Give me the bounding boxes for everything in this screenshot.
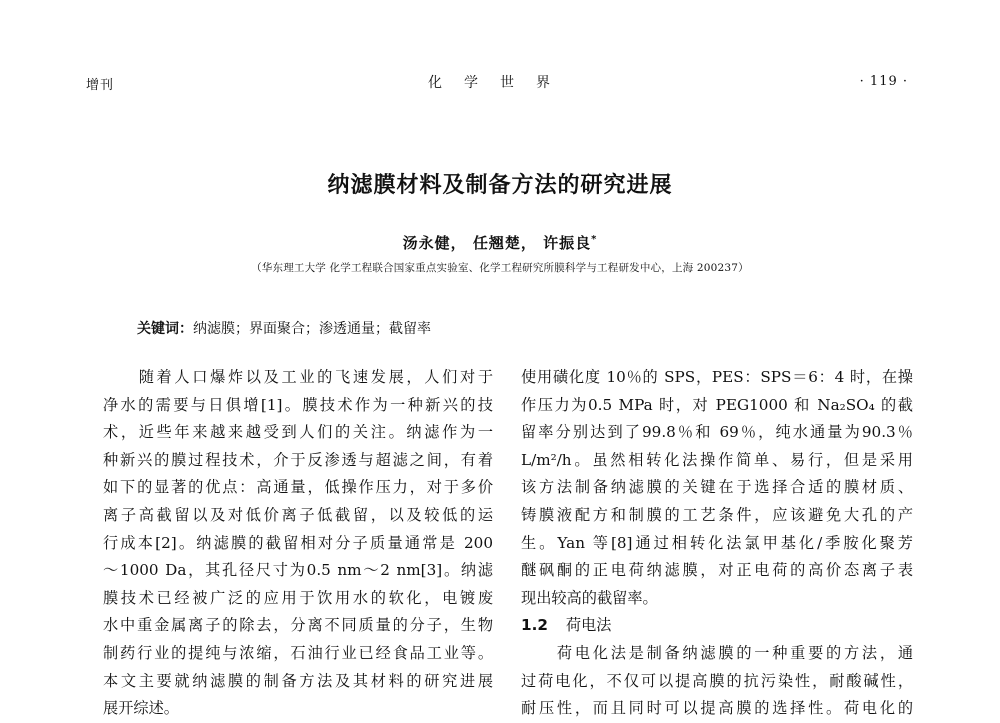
section-title: 荷电法 (565, 616, 612, 635)
body-line: 过荷电化，不仅可以提高膜的抗污染性，耐酸碱性， (521, 671, 913, 690)
body-line: 净水的需要与日俱增[1]。膜技术作为一种新兴的技 (103, 395, 493, 414)
section-number: 1.2 (521, 616, 548, 635)
body-line: 铸膜液配方和制膜的工艺条件，应该避免大孔的产 (521, 505, 913, 524)
body-line: 随着人口爆炸以及工业的飞速发展，人们对于 (103, 368, 493, 386)
body-line: 使用磺化度 10％的 SPS，PES：SPS＝6：4 时，在操 (521, 368, 913, 386)
section-heading (521, 612, 913, 640)
body-line: L/m²/h。虽然相转化法操作简单、易行，但是采用 (521, 450, 913, 469)
body-line: 种新兴的膜过程技术，介于反渗透与超滤之间，有着 (103, 450, 493, 469)
body-line: 离子高截留以及对低价离子低截留，以及较低的运 (103, 505, 493, 524)
body-line: 制药行业的提纯与浓缩，石油行业已经食品工业等。 (103, 643, 493, 662)
body-line: ～1000 Da，其孔径尺寸为0.5 nm～2 nm[3]。纳滤 (103, 561, 493, 580)
body-line: 现出较高的截留率。 (521, 588, 658, 607)
keywords-label: 关键词： (137, 321, 193, 337)
keywords (137, 318, 431, 338)
body-line: 荷电化法是制备纳滤膜的一种重要的方法，通 (521, 643, 913, 662)
left-column (103, 364, 493, 723)
body-line: 耐压性，而且同时可以提高膜的选择性。荷电化的 (521, 699, 913, 718)
corresponding-author-mark: * (591, 234, 598, 245)
right-column (521, 364, 913, 723)
author-names: 汤永健， 任翘楚， 许振良 (402, 234, 592, 252)
running-header-journal: 化学世界 (428, 75, 572, 91)
body-line: 该方法制备纳滤膜的关键在于选择合适的膜材质、 (521, 478, 913, 497)
body-line: 醚砜酮的正电荷纳滤膜，对正电荷的高价态离子表 (521, 561, 913, 580)
body-line: 生。Yan 等[8]通过相转化法氯甲基化/季胺化聚芳 (521, 533, 913, 552)
article-authors (0, 232, 1000, 253)
body-line: 如下的显著的优点：高通量，低操作压力，对于多价 (103, 478, 493, 497)
article-title: 纳滤膜材料及制备方法的研究进展 (327, 173, 673, 198)
body-line: 作压力为0.5 MPa 时，对 PEG1000 和 Na₂SO₄ 的截 (521, 395, 913, 414)
body-line: 术，近些年来越来越受到人们的关注。纳滤作为一 (103, 423, 493, 442)
keywords-value: 纳滤膜；界面聚合；渗透通量；截留率 (193, 321, 431, 337)
body-line: 展开综述。 (103, 699, 179, 718)
body-line: 本文主要就纳滤膜的制备方法及其材料的研究进展 (103, 671, 493, 690)
running-header-page-number: · 119 · (859, 74, 908, 89)
body-line: 膜技术已经被广泛的应用于饮用水的软化，电镀废 (103, 588, 493, 607)
body-line: 行成本[2]。纳滤膜的截留相对分子质量通常是 200 (103, 533, 493, 552)
body-line: 留率分别达到了99.8％和 69％，纯水通量为90.3％ (521, 423, 913, 442)
running-header-issue: 增刊 (86, 78, 115, 93)
body-line: 水中重金属离子的除去，分离不同质量的分子，生物 (103, 616, 493, 635)
author-affiliation: （华东理工大学 化学工程联合国家重点实验室、化学工程研究所膜科学与工程研发中心，上海 200237） (251, 262, 749, 274)
